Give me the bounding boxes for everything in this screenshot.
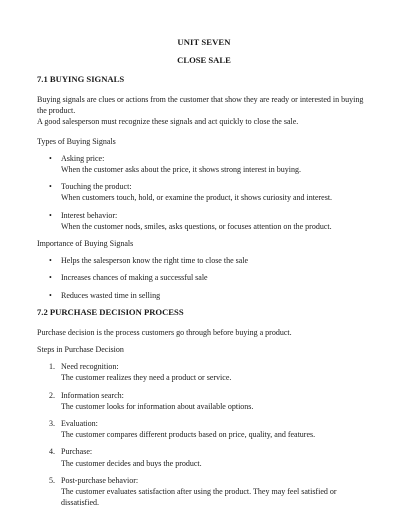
list-item <box>49 390 375 412</box>
document-body <box>37 74 375 514</box>
step-number: 1. <box>49 362 55 372</box>
step-number: 3. <box>49 419 55 429</box>
types-list <box>37 153 375 232</box>
list-item-desc: When the customer asks about the price, it shows strong interest in buying. <box>61 165 301 175</box>
list-item <box>49 290 375 301</box>
list-item-desc: The customer evaluates satisfaction after using the product. They may feel satisfied or dissatisfied. <box>61 487 337 508</box>
bullet-icon: • <box>49 256 52 266</box>
step-number: 2. <box>49 390 55 400</box>
list-item-title: Information search: <box>61 390 124 400</box>
list-item-text: Increases chances of making a successful sale <box>61 273 208 283</box>
section-heading-buying-signals: 7.1 BUYING SIGNALS <box>37 74 125 84</box>
list-item <box>49 210 375 232</box>
types-heading: Types of Buying Signals <box>37 136 116 146</box>
list-item <box>49 361 375 383</box>
list-item <box>49 181 375 203</box>
buying-signals-intro-2: A good salesperson must recognize these signals and act quickly to close the sale. <box>37 117 299 127</box>
list-item-title: Need recognition: <box>61 362 119 372</box>
bullet-icon: • <box>49 290 52 300</box>
list-item <box>49 255 375 266</box>
list-item <box>49 153 375 175</box>
list-item-desc: The customer decides and buys the product. <box>61 458 202 468</box>
list-item-title: Post-purchase behavior: <box>61 475 139 485</box>
list-item-desc: The customer compares different products based on price, quality, and features. <box>61 430 316 440</box>
unit-title: UNIT SEVEN <box>177 37 231 47</box>
importance-list <box>37 255 375 301</box>
list-item-text: Helps the salesperson know the right time to close the sale <box>61 256 249 266</box>
buying-signals-intro: Buying signals are clues or actions from the customer that show they are ready or interested in buying the product. <box>37 95 364 116</box>
bullet-icon: • <box>49 153 52 163</box>
bullet-icon: • <box>49 210 52 220</box>
purchase-decision-intro: Purchase decision is the process customers go through before buying a product. <box>37 327 292 337</box>
bullet-icon: • <box>49 273 52 283</box>
list-item <box>49 418 375 440</box>
list-item <box>49 446 375 468</box>
list-item-title: Interest behavior: <box>61 210 118 220</box>
list-item-text: Reduces wasted time in selling <box>61 290 161 300</box>
steps-heading: Steps in Purchase Decision <box>37 345 124 355</box>
steps-list <box>37 361 375 508</box>
list-item-desc: The customer realizes they need a product or service. <box>61 373 232 383</box>
list-item-desc: When customers touch, hold, or examine the product, it shows curiosity and interest. <box>61 193 333 203</box>
list-item-title: Evaluation: <box>61 419 98 429</box>
chapter-title: CLOSE SALE <box>177 55 231 65</box>
list-item-desc: When the customer nods, smiles, asks questions, or focuses attention on the product. <box>61 221 332 231</box>
list-item-title: Touching the product: <box>61 182 132 192</box>
list-item-title: Purchase: <box>61 447 93 457</box>
bullet-icon: • <box>49 182 52 192</box>
step-number: 4. <box>49 447 55 457</box>
list-item-title: Asking price: <box>61 153 105 163</box>
importance-heading: Importance of Buying Signals <box>37 239 134 249</box>
section-heading-purchase-decision: 7.2 PURCHASE DECISION PROCESS <box>37 306 184 317</box>
step-number: 5. <box>49 475 55 485</box>
list-item <box>49 475 375 509</box>
list-item-desc: The customer looks for information about available options. <box>61 401 254 411</box>
list-item <box>49 272 375 283</box>
